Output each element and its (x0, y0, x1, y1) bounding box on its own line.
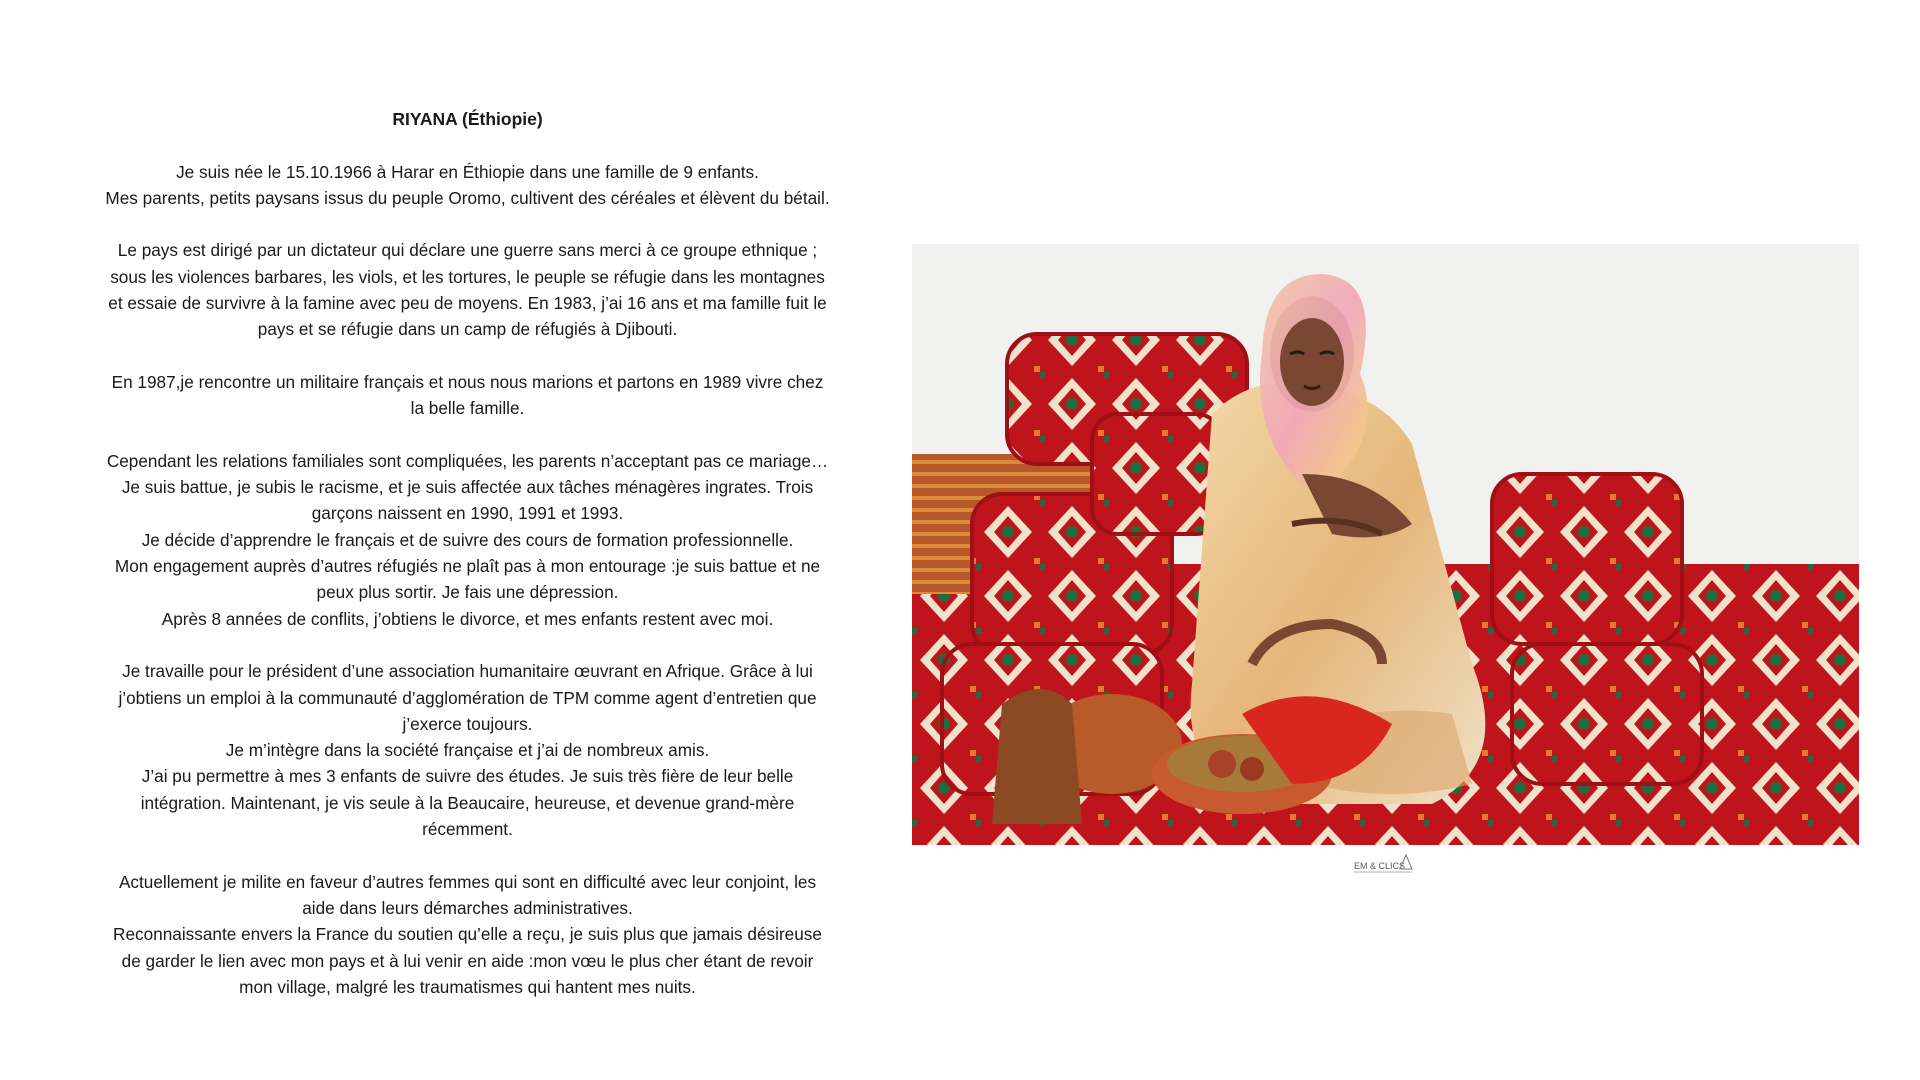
story-line: Après 8 années de conflits, j’obtiens le divorce, et mes enfants restent avec moi. (161, 608, 774, 629)
story-line: Je décide d’apprendre le français et de suivre des cours de formation professionnelle. (141, 529, 794, 550)
story-line: Mon engagement auprès d’autres réfugiés ne plaît pas à mon entourage :je suis battue et ne peux plus sortir. Je fais une dépression. (114, 556, 821, 603)
story-paragraph-2 (105, 237, 830, 342)
story-title: RIYANA (Éthiopie) (392, 109, 543, 129)
story-line: Mes parents, petits paysans issus du peuple Oromo, cultivent des céréales et élèvent du bétail. (105, 187, 830, 208)
story-line: Cependant les relations familiales sont compliquées, les parents n’acceptant pas ce mariage… Je suis battue, je subis le racisme, et je suis affectée aux tâches ménagères ingrates. Trois garçons naissent en 1990, 1991 et 1993. (106, 450, 829, 524)
story-line: En 1987,je rencontre un militaire français et nous nous marions et partons en 1989 vivre chez la belle famille. (111, 371, 824, 419)
story-paragraph-3 (105, 369, 830, 422)
story-paragraph-5 (105, 658, 830, 842)
story-line: Je m’intègre dans la société française et j’ai de nombreux amis. (225, 740, 710, 761)
portrait-photo (912, 244, 1859, 845)
story-line: Le pays est dirigé par un dictateur qui déclare une guerre sans merci à ce groupe ethnique ; sous les violences barbares, les viols, et les tortures, le peuple se réfugie dans les montagnes et essaie de survivre à la famine avec peu de moyens. En 1983, j’ai 16 ans et ma famille fuit le pays et se réfugie dans un camp de réfugiés à Djibouti. (108, 240, 827, 340)
story-paragraph-4 (105, 448, 830, 632)
story-paragraph-1 (105, 159, 830, 212)
photographer-signature (1352, 851, 1418, 877)
story-line: Actuellement je milite en faveur d’autres femmes qui sont en difficulté avec leur conjoint, les aide dans leurs démarches administratives. (118, 871, 817, 918)
story-line: Je suis née le 15.10.1966 à Harar en Éthiopie dans une famille de 9 enfants. (176, 161, 759, 182)
svg-text:EM & CLICS: EM & CLICS (1354, 861, 1406, 871)
story-paragraph-6 (105, 869, 830, 1000)
story-line: Je travaille pour le président d’une association humanitaire œuvrant en Afrique. Grâce à lui j’obtiens un emploi à la communauté d’agglomération de TPM comme agent d’entretien que j’exerce toujours. (118, 661, 817, 734)
story-line: J’ai pu permettre à mes 3 enfants de suivre des études. Je suis très fière de leur belle intégration. Maintenant, je vis seule à la Beaucaire, heureuse, et devenue grand-mère récemment. (140, 766, 795, 840)
story-text-column (105, 106, 830, 1026)
story-line: Reconnaissante envers la France du soutien qu’elle a reçu, je suis plus que jamais désireuse de garder le lien avec mon pays et à lui venir en aide :mon vœu le plus cher étant de revoir mon village, malgré les traumatismes qui hantent mes nuits. (113, 924, 822, 997)
